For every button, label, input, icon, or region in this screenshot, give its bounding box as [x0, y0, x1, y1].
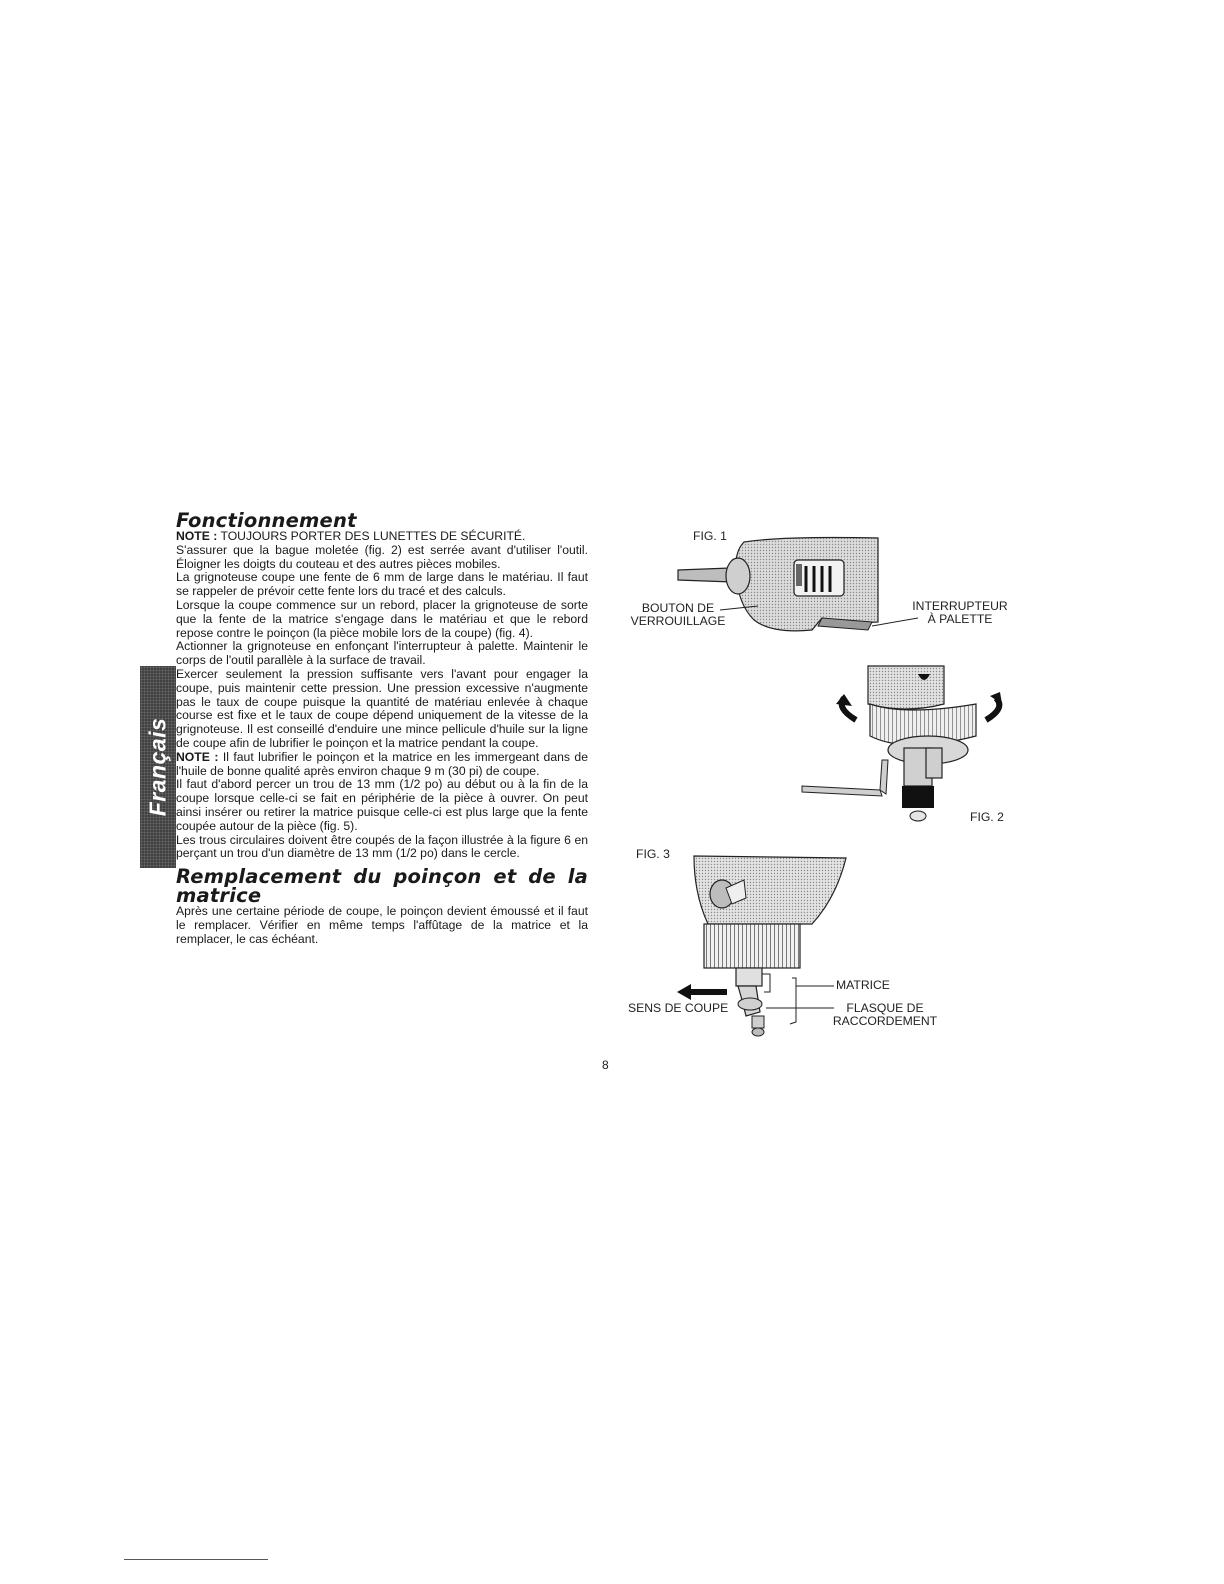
cutting-direction-arrow-icon [677, 984, 727, 1000]
safety-note [176, 530, 588, 544]
paragraph: La grignoteuse coupe une fente de 6 mm de large dans le matériau. Il faut se rappeler de prévoir cette fente lors du tracé et des calculs. [176, 570, 588, 599]
paragraph: Lorsque la coupe commence sur un rebord, placer la grignoteuse de sorte que la fente de la matrice s'engage dans le matériau et que le rebord repose contre le poinçon (la pièce mobile lors de la coupe) (fig. 4). [176, 597, 588, 640]
fig1-switch-callout: INTERRUPTEUR À PALETTE [912, 599, 1008, 626]
paragraph: Après une certaine période de coupe, le poinçon devient émoussé et il faut le remplacer. Vérifier en même temps l'affûtage de la matrice et la remplacer, le cas échéant. [176, 904, 588, 946]
paragraph: Les trous circulaires doivent être coupés de la façon illustrée à la figure 6 en perçant un trou d'un diamètre de 13 mm (1/2 po) dans le cercle. [176, 832, 588, 861]
language-tab-label: Français [144, 717, 171, 817]
paragraph: S'assurer que la bague moletée (fig. 2) est serrée avant d'utiliser l'outil. Éloigner les doigts du couteau et des autres pièces mobiles. [176, 542, 588, 571]
paragraph: Exercer seulement la pression suffisante vers l'avant pour engager la coupe, puis maintenir cette pression. Une pression excessive n'augmente pas le taux de coupe puisque la quantité de matériau enlevée à chaque course est fixe et le taux de coupe dépend uniquement de la vitesse de la grignoteuse. Il est conseillé d'enduire une mince pellicule d'huile sur la ligne de coupe afin de lubrifier le poinçon et la matrice pendant la coupe. [176, 666, 588, 750]
paragraph: Il faut d'abord percer un trou de 13 mm (1/2 po) au début ou à la fin de la coupe lorsque celle-ci se fait en périphérie de la pièce à ouvrer. On peut ainsi insérer ou retirer la matrice puisque celle-ci est plus large que la fente coupée autour de la pièce (fig. 5). [176, 777, 588, 833]
fig3-label: FIG. 3 [636, 847, 670, 861]
main-text-column [176, 511, 588, 947]
paragraph: Actionner la grignoteuse en enfonçant l'interrupteur à palette. Maintenir le corps de l'outil parallèle à la surface de travail. [176, 639, 588, 668]
note-label: NOTE : [176, 749, 219, 764]
footer-rule [124, 1559, 268, 1560]
fig2-label: FIG. 2 [970, 810, 1004, 824]
fig3-die-callout: MATRICE [836, 978, 890, 992]
section-heading-operation: Fonctionnement [176, 509, 357, 532]
lubrication-note [176, 751, 588, 779]
fig1-lock-callout: BOUTON DE VERROUILLAGE [630, 601, 726, 628]
note-text: TOUJOURS PORTER DES LUNETTES DE SÉCURITÉ. [217, 529, 526, 543]
page-number: 8 [602, 1058, 609, 1072]
note-label: NOTE : [176, 529, 218, 543]
section-heading-replacement: Remplacement du poinçon et de la matrice [176, 865, 588, 908]
language-side-tab [140, 666, 176, 868]
fig1-label: FIG. 1 [693, 529, 727, 543]
fig3-flange-callout: FLASQUE DE RACCORDEMENT [832, 1001, 938, 1028]
fig3-direction-callout: SENS DE COUPE [628, 1001, 729, 1015]
note-text: Il faut lubrifier le poinçon et la matrice en les immergeant dans de l'huile de bonne qualité après environ chaque 9 m (30 pi) de coupe. [176, 749, 588, 778]
fig2-knurled-ring-illustration [800, 664, 1020, 824]
fig3-leader-lines [756, 970, 836, 1030]
